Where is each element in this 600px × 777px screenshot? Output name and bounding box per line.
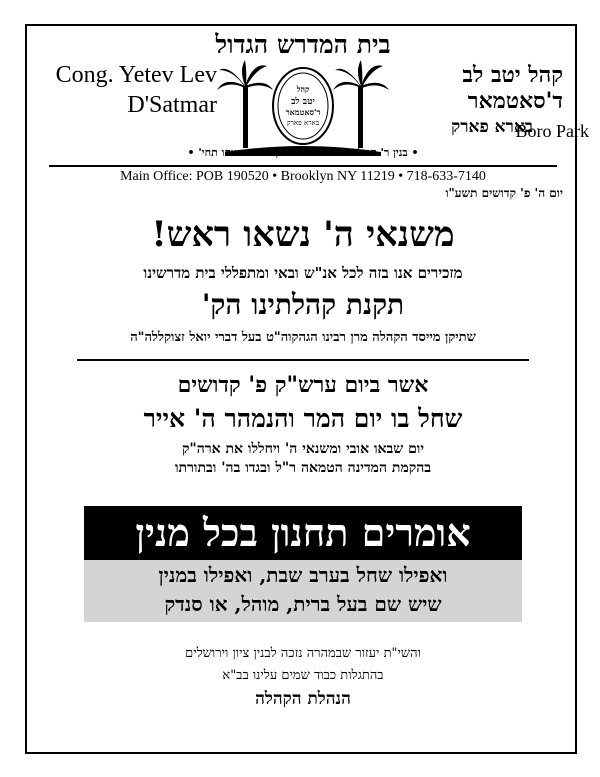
explanation-line-2: בהקמת המדינה הטמאה ר"ל ובגדו בה' ובתורתו xyxy=(174,460,432,476)
english-name-line-3: Boro Park xyxy=(515,121,589,141)
takana-headline: תקנת קהלתינו הק' xyxy=(201,288,405,321)
english-name-line-2: D'Satmar xyxy=(127,92,217,118)
blessing-line-2: בהתגלות כבוד שמים עלינו בב"א xyxy=(222,668,384,683)
main-headline: משנאי ה' נשאו ראש! xyxy=(151,214,455,255)
seal-text-3: ד'סאטמאר xyxy=(285,107,321,117)
seal-text-2: יטב לב xyxy=(291,97,315,107)
english-name-line-1: Cong. Yetev Lev xyxy=(55,62,217,88)
tachanun-banner: אומרים תחנון בכל מנין xyxy=(84,506,522,560)
palm-tree-right-icon xyxy=(333,60,389,148)
iyar-headline: שחל בו יום המר והנמהר ה' אייר xyxy=(143,404,463,433)
hebrew-name-line-2: ד'סאטמאר xyxy=(467,88,563,114)
date-line: יום ה' פ' קדושים תשע"ו xyxy=(445,186,563,200)
founder-line: שתיקן מייסד הקהלה מרן רבינו הגהקוה"ט בעל דברי יואל זצוקללה"ה xyxy=(130,330,476,345)
banner-detail-line-1: ואפילו שחל בערב שבת, ואפילו במנין xyxy=(158,563,448,587)
explanation-line-1: יום שבאו אובי ומשנאי ה' ויחללו את ארה"ק xyxy=(181,441,425,457)
seal-text-4: בארא פארק xyxy=(286,119,320,127)
contact-line: Main Office: POB 190520 • Brooklyn NY 11219 • 718-633-7140 xyxy=(49,165,557,185)
signature: הנהלת הקהלה xyxy=(255,689,351,709)
reminder-line: מזכירים אנו בזה לכל אנ"ש ובאי ומתפללי בית מדרשינו xyxy=(143,264,463,282)
blessing-line-1: והשי"ת יעזור שבמהרה נזכה לבנין ציון וירושלים xyxy=(185,646,421,661)
divider xyxy=(77,359,529,361)
seal-text-1: קהל xyxy=(296,84,310,94)
hebrew-name-line-1: קהל יטב לב xyxy=(462,62,563,88)
building-dedication-line: • בנין ר' חנני' יו"ט ליפא הילמאן ע"ה הונצחו תחי' • xyxy=(187,146,419,159)
hebrew-name-line-3: בארא פארק xyxy=(451,117,533,137)
banner-detail-line-2: שיש שם בעל ברית, מוהל, או סנדק xyxy=(164,592,442,616)
notice-frame xyxy=(25,24,589,754)
header-title: בית המדרש הגדול xyxy=(215,30,391,59)
palm-tree-left-icon xyxy=(217,60,273,148)
date-headline: אשר ביום ערש"ק פ' קדושים xyxy=(177,372,429,398)
